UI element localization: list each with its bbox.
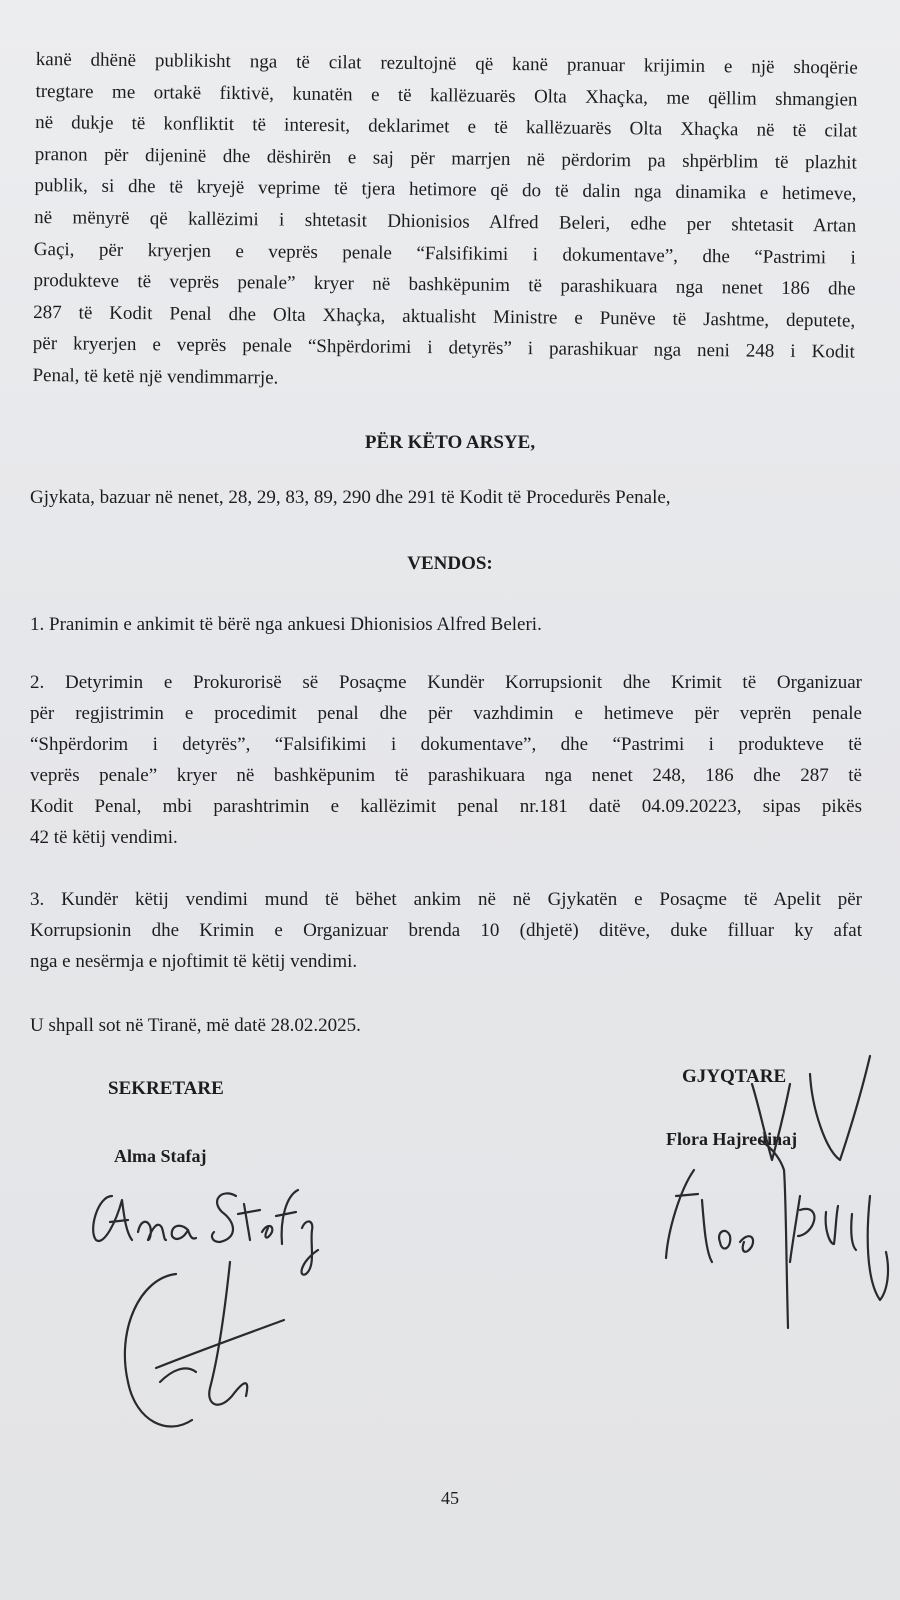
text-line: U shpall sot në Tiranë, më datë 28.02.2025. [30,1015,361,1036]
text-line: Gaçi, për kryerjen e veprës penale “Falsifikimi i dokumentave”, dhe “Pastrimi i [33,238,856,269]
text-line: Korrupsionin dhe Krimin e Organizuar brenda 10 (dhjetë) ditëve, duke filluar ky afat [30,920,862,941]
text-line: Penal, të ketë një vendimmarrje. [32,364,279,389]
secretary-title: SEKRETARE [108,1078,224,1099]
text-line: Gjykata, bazuar në nenet, 28, 29, 83, 89, 290 dhe 291 të Kodit të Procedurës Penale, [30,487,671,508]
text-line: 1. Pranimin e ankimit të bërë nga ankuesi Dhionisios Alfred Beleri. [30,614,542,635]
text-line: pranon për dijeninë dhe dëshirën e saj për marrjen në përdorim pa shpërblim të plazhit [34,143,857,174]
reasons-heading: PËR KËTO ARSYE, [364,432,536,453]
text-line: Kodit Penal, mbi parashtrimin e kallëzimit penal nr.181 datë 04.09.20223, sipas pikës [30,796,862,817]
text-line: tregtare me ortakë fiktivë, kunatën e të kallëzuarës Olta Xhaçka, me qëllim shmangien [35,80,858,111]
text-line: në dukje të konfliktit të interesit, deklarimet e të kallëzuarës Olta Xhaçka në të cilat [35,112,858,142]
text-line: produkteve të veprës penale” kryer në bashkëpunim të parashikuara nga nenet 186 dhe [33,270,856,300]
text-line: 3. Kundër këtij vendimi mund të bëhet ankim në në Gjykatën e Posaçme të Apelit për [30,889,862,910]
secretary-name: Alma Stafaj [114,1146,207,1166]
decides-heading: VENDOS: [407,553,493,574]
text-line: 2. Detyrimin e Prokurorisë së Posaçme Kundër Korrupsionit dhe Krimit të Organizuar [30,672,862,693]
judge-handwritten-signature [666,1056,888,1328]
secretary-handwritten-signature [93,1190,318,1275]
text-line: në mënyrë që kallëzimi i shtetasit Dhionisios Alfred Beleri, edhe per shtetasit Artan [34,206,857,237]
text-line: për regjistrimin e procedimit penal dhe për vazhdimin e hetimeve për veprën penale [30,703,862,724]
text-line: “Shpërdorim i detyrës”, “Falsifikimi i dokumentave”, dhe “Pastrimi i produkteve të [30,734,862,755]
text-line: nga e nesërmja e njoftimit të këtij vendimi. [30,951,358,972]
text-line: veprës penale” kryer në bashkëpunim të parashikuara nga nenet 248, 186 dhe 287 të [30,765,862,786]
page-number: 45 [441,1488,459,1508]
judge-name: Flora Hajredinaj [666,1129,798,1149]
text-line: 287 të Kodit Penal dhe Olta Xhaçka, aktualisht Ministre e Punëve të Jashtme, deputete, [33,301,856,332]
secretary-paraph [125,1262,284,1426]
text-line: për kryerjen e veprës penale “Shpërdorimi i detyrës” i parashikuar nga neni 248 i Kodit [32,333,855,363]
judge-title: GJYQTARE [682,1066,787,1087]
text-line: 42 të këtij vendimi. [30,827,178,848]
text-line: kanë dhënë publikisht nga të cilat rezultojnë që kanë pranuar krijimin e një shoqërie [35,48,858,79]
text-line: publik, si dhe të kryejë veprime të tjera hetimore që do të dalin nga dinamika e hetimeve, [34,175,857,205]
